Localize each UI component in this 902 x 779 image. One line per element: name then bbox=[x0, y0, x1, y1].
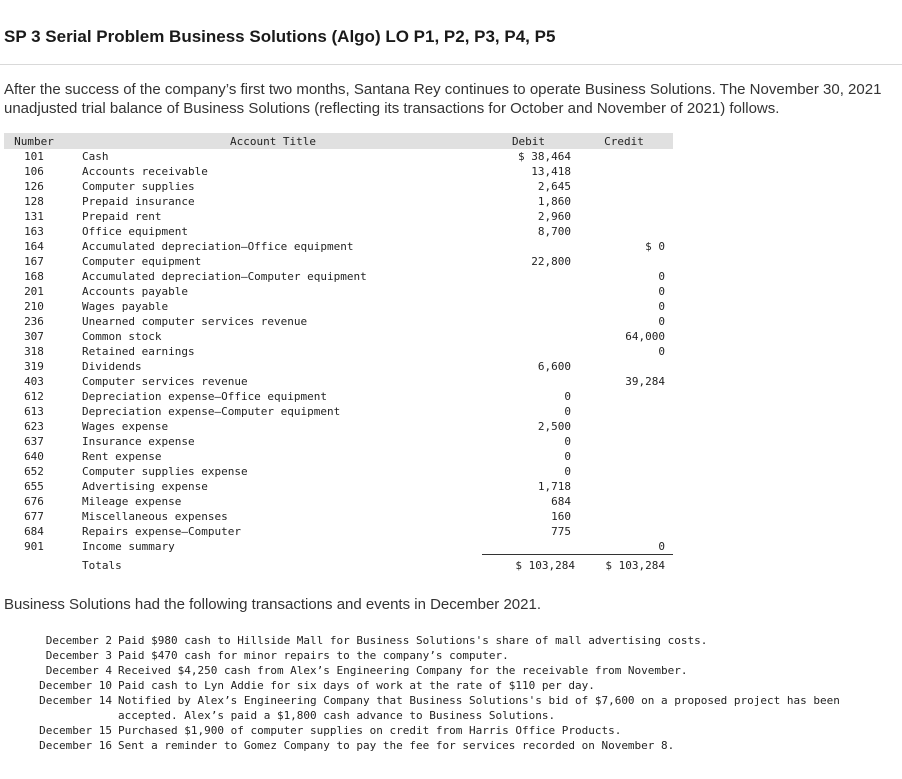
event-date: December 14 bbox=[39, 694, 112, 707]
table-row bbox=[4, 494, 673, 509]
account-title: Computer supplies expense bbox=[82, 465, 248, 478]
debit-amount: 0 bbox=[564, 390, 571, 403]
credit-amount bbox=[575, 404, 673, 419]
debit-amount: 13,418 bbox=[531, 165, 571, 178]
credit-amount bbox=[575, 509, 673, 524]
account-number: 168 bbox=[24, 270, 44, 283]
account-title: Depreciation expense—Computer equipment bbox=[82, 405, 341, 418]
page-title: SP 3 Serial Problem Business Solutions (Algo) LO P1, P2, P3, P4, P5 bbox=[4, 27, 556, 46]
credit-amount bbox=[575, 449, 673, 464]
event-description: Purchased $1,900 of computer supplies on credit from Harris Office Products. bbox=[118, 724, 622, 737]
event-row bbox=[4, 678, 898, 693]
account-title: Mileage expense bbox=[82, 495, 182, 508]
account-number: 319 bbox=[24, 360, 44, 373]
account-title: Depreciation expense—Office equipment bbox=[82, 390, 328, 403]
december-events-list bbox=[4, 633, 898, 753]
debit-amount: 8,700 bbox=[537, 225, 571, 238]
event-row bbox=[4, 663, 898, 678]
event-row bbox=[4, 693, 898, 723]
credit-amount bbox=[575, 464, 673, 479]
table-row bbox=[4, 344, 673, 359]
credit-amount: 0 bbox=[658, 540, 665, 553]
account-number: 318 bbox=[24, 345, 44, 358]
account-number: 163 bbox=[24, 225, 44, 238]
credit-amount: 0 bbox=[658, 300, 665, 313]
account-number: 210 bbox=[24, 300, 44, 313]
credit-amount bbox=[575, 254, 673, 269]
debit-amount: 160 bbox=[551, 510, 571, 523]
event-date: December 15 bbox=[39, 724, 112, 737]
event-description: Sent a reminder to Gomez Company to pay the fee for services recorded on November 8. bbox=[118, 739, 675, 752]
credit-amount bbox=[575, 494, 673, 509]
account-title: Common stock bbox=[82, 330, 162, 343]
account-title: Office equipment bbox=[82, 225, 188, 238]
totals-label: Totals bbox=[82, 558, 122, 572]
header-divider bbox=[0, 64, 902, 65]
table-row bbox=[4, 419, 673, 434]
debit-amount bbox=[482, 329, 575, 344]
credit-amount bbox=[575, 179, 673, 194]
event-row bbox=[4, 633, 898, 648]
table-row bbox=[4, 479, 673, 494]
intro-line: After the success of the company’s first two months, Santana Rey continues to operate Business Solutions. The November 30, 2021 bbox=[4, 81, 882, 98]
header-debit: Debit bbox=[482, 133, 575, 149]
debit-amount: 6,600 bbox=[537, 360, 571, 373]
event-description: Received $4,250 cash from Alex’s Engineering Company for the receivable from November. bbox=[118, 664, 688, 677]
trial-balance-table bbox=[4, 133, 673, 577]
totals-debit: $ 103,284 bbox=[482, 555, 575, 578]
credit-amount: $ 0 bbox=[645, 240, 665, 253]
account-title: Wages payable bbox=[82, 300, 169, 313]
account-title: Accumulated depreciation—Computer equipment bbox=[82, 270, 367, 283]
credit-amount: 64,000 bbox=[625, 330, 665, 343]
intro-line: unadjusted trial balance of Business Solutions (reflecting its transactions for October and November of 2021) follows. bbox=[4, 100, 780, 117]
account-title: Accounts payable bbox=[82, 285, 188, 298]
event-date: December 10 bbox=[39, 679, 112, 692]
account-number: 201 bbox=[24, 285, 44, 298]
account-title: Computer services revenue bbox=[82, 375, 248, 388]
account-title: Prepaid rent bbox=[82, 210, 162, 223]
event-date: December 3 bbox=[45, 649, 112, 662]
account-number: 684 bbox=[24, 525, 44, 538]
event-row bbox=[4, 648, 898, 663]
credit-amount: 0 bbox=[658, 345, 665, 358]
debit-amount: $ 38,464 bbox=[518, 150, 571, 163]
account-number: 167 bbox=[24, 255, 44, 268]
table-row bbox=[4, 194, 673, 209]
account-title: Retained earnings bbox=[82, 345, 195, 358]
account-number: 106 bbox=[24, 165, 44, 178]
debit-amount bbox=[482, 539, 575, 555]
account-number: 612 bbox=[24, 390, 44, 403]
account-title: Insurance expense bbox=[82, 435, 195, 448]
account-title: Computer supplies bbox=[82, 180, 195, 193]
table-row bbox=[4, 314, 673, 329]
account-title: Accumulated depreciation—Office equipment bbox=[82, 240, 354, 253]
debit-amount: 22,800 bbox=[531, 255, 571, 268]
account-number: 307 bbox=[24, 330, 44, 343]
december-heading: Business Solutions had the following transactions and events in December 2021. bbox=[4, 596, 541, 613]
table-row bbox=[4, 524, 673, 539]
debit-amount bbox=[482, 239, 575, 254]
table-row bbox=[4, 374, 673, 389]
event-description: Notified by Alex’s Engineering Company that Business Solutions's bid of $7,600 on a proposed project has been accepted. Alex’s paid a $1,800 cash advance to Business Solutions. bbox=[118, 694, 840, 722]
credit-amount: 0 bbox=[658, 285, 665, 298]
account-title: Accounts receivable bbox=[82, 165, 208, 178]
header-account-title: Account Title bbox=[64, 133, 482, 149]
credit-amount bbox=[575, 359, 673, 374]
account-number: 236 bbox=[24, 315, 44, 328]
credit-amount bbox=[575, 524, 673, 539]
account-title: Repairs expense—Computer bbox=[82, 525, 241, 538]
table-row bbox=[4, 449, 673, 464]
credit-amount bbox=[575, 389, 673, 404]
table-row bbox=[4, 284, 673, 299]
table-row bbox=[4, 224, 673, 239]
table-row bbox=[4, 164, 673, 179]
account-number: 676 bbox=[24, 495, 44, 508]
totals-credit: $ 103,284 bbox=[575, 555, 673, 578]
credit-amount bbox=[575, 194, 673, 209]
account-number: 901 bbox=[24, 540, 44, 554]
account-number: 640 bbox=[24, 450, 44, 463]
table-row bbox=[4, 539, 673, 555]
debit-amount bbox=[482, 269, 575, 284]
table-row bbox=[4, 329, 673, 344]
credit-amount bbox=[575, 434, 673, 449]
account-title: Unearned computer services revenue bbox=[82, 315, 308, 328]
account-number: 637 bbox=[24, 435, 44, 448]
table-row bbox=[4, 239, 673, 254]
debit-amount: 0 bbox=[564, 465, 571, 478]
credit-amount bbox=[575, 419, 673, 434]
debit-amount: 0 bbox=[564, 405, 571, 418]
account-number: 652 bbox=[24, 465, 44, 478]
account-title: Dividends bbox=[82, 360, 142, 373]
event-date: December 4 bbox=[45, 664, 112, 677]
table-row bbox=[4, 299, 673, 314]
account-number: 655 bbox=[24, 480, 44, 493]
account-title: Computer equipment bbox=[82, 255, 202, 268]
account-number: 164 bbox=[24, 240, 44, 253]
header-number: Number bbox=[4, 133, 64, 149]
table-header-row bbox=[4, 133, 673, 149]
table-row bbox=[4, 434, 673, 449]
credit-amount: 39,284 bbox=[625, 375, 665, 388]
debit-amount bbox=[482, 284, 575, 299]
account-title: Income summary bbox=[82, 540, 175, 554]
table-row bbox=[4, 359, 673, 374]
credit-amount bbox=[575, 209, 673, 224]
debit-amount bbox=[482, 299, 575, 314]
debit-amount: 775 bbox=[551, 525, 571, 538]
table-row bbox=[4, 389, 673, 404]
debit-amount: 0 bbox=[564, 435, 571, 448]
debit-amount: 2,960 bbox=[537, 210, 571, 223]
account-number: 623 bbox=[24, 420, 44, 433]
event-description: Paid $470 cash for minor repairs to the company’s computer. bbox=[118, 649, 509, 662]
table-row bbox=[4, 149, 673, 164]
table-row bbox=[4, 209, 673, 224]
account-title: Wages expense bbox=[82, 420, 169, 433]
debit-amount bbox=[482, 314, 575, 329]
event-description: Paid $980 cash to Hillside Mall for Business Solutions's share of mall advertising costs. bbox=[118, 634, 708, 647]
event-date: December 2 bbox=[45, 634, 112, 647]
account-title: Advertising expense bbox=[82, 480, 208, 493]
table-row bbox=[4, 254, 673, 269]
debit-amount bbox=[482, 374, 575, 389]
credit-amount bbox=[575, 149, 673, 164]
event-date: December 16 bbox=[39, 739, 112, 752]
account-number: 677 bbox=[24, 510, 44, 523]
credit-amount bbox=[575, 164, 673, 179]
table-row bbox=[4, 404, 673, 419]
debit-amount: 1,860 bbox=[537, 195, 571, 208]
debit-amount: 1,718 bbox=[537, 480, 571, 493]
credit-amount bbox=[575, 479, 673, 494]
event-row bbox=[4, 738, 898, 753]
totals-row bbox=[4, 555, 673, 578]
table-row bbox=[4, 269, 673, 284]
table-row bbox=[4, 464, 673, 479]
account-number: 403 bbox=[24, 375, 44, 388]
intro-paragraph bbox=[4, 80, 902, 118]
account-title: Cash bbox=[82, 150, 109, 163]
table-row bbox=[4, 179, 673, 194]
debit-amount bbox=[482, 344, 575, 359]
debit-amount: 2,645 bbox=[537, 180, 571, 193]
event-description: Paid cash to Lyn Addie for six days of work at the rate of $110 per day. bbox=[118, 679, 595, 692]
debit-amount: 684 bbox=[551, 495, 571, 508]
event-row bbox=[4, 723, 898, 738]
account-number: 613 bbox=[24, 405, 44, 418]
account-number: 131 bbox=[24, 210, 44, 223]
account-title: Miscellaneous expenses bbox=[82, 510, 228, 523]
account-number: 128 bbox=[24, 195, 44, 208]
debit-amount: 0 bbox=[564, 450, 571, 463]
table-row bbox=[4, 509, 673, 524]
header-credit: Credit bbox=[575, 133, 673, 149]
account-title: Prepaid insurance bbox=[82, 195, 195, 208]
account-number: 126 bbox=[24, 180, 44, 193]
account-title: Rent expense bbox=[82, 450, 162, 463]
account-number: 101 bbox=[24, 150, 44, 163]
credit-amount: 0 bbox=[658, 270, 665, 283]
credit-amount: 0 bbox=[658, 315, 665, 328]
debit-amount: 2,500 bbox=[537, 420, 571, 433]
credit-amount bbox=[575, 224, 673, 239]
